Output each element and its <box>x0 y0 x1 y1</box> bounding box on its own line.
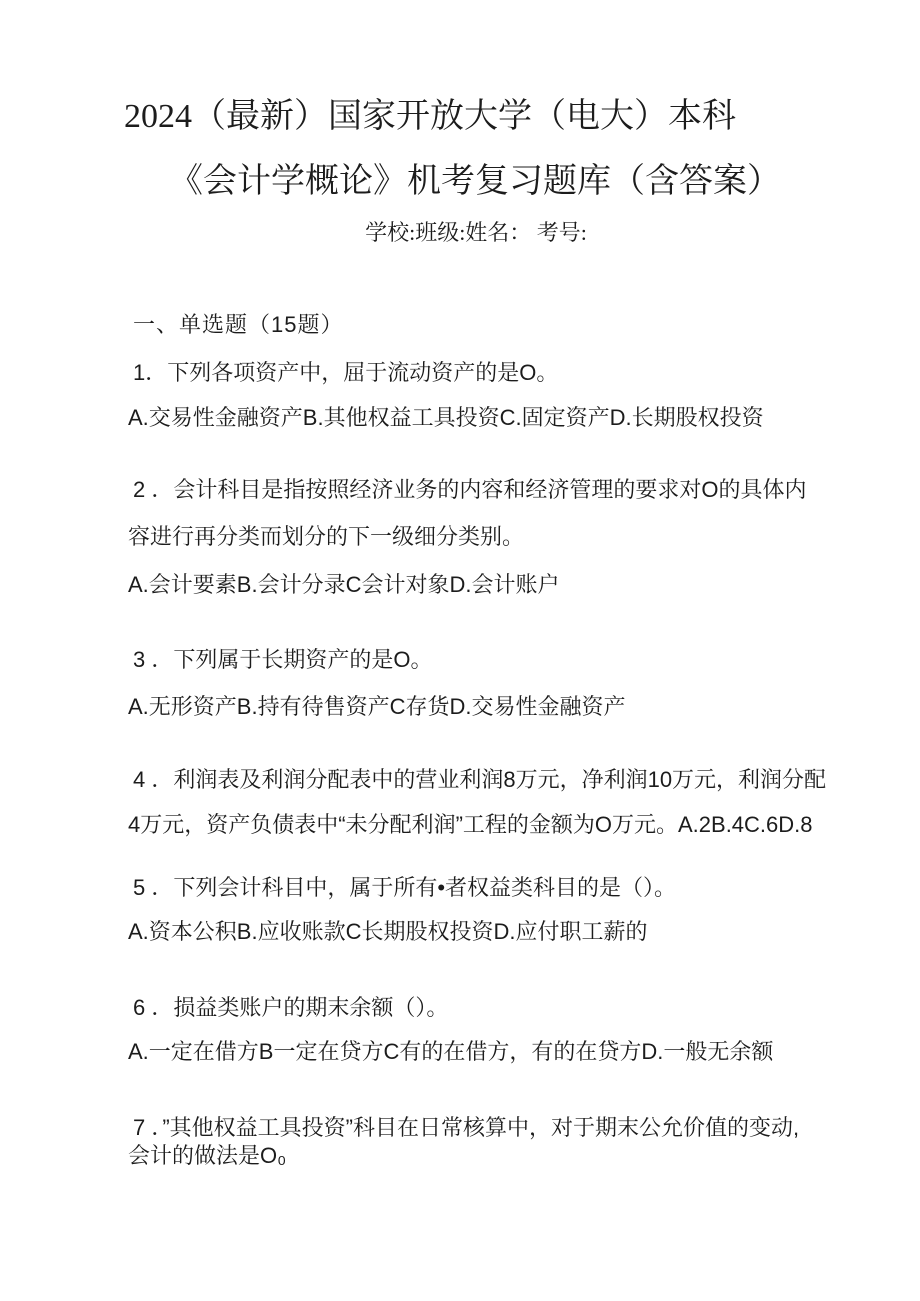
question-4-line-1: 4 ．利润表及利润分配表中的营业利润8万元，净利润10万元，利润分配 <box>133 767 827 792</box>
question-7-line-1: 7 ．”其他权益工具投资”科目在日常核算中，对于期末公允价值的变动, <box>133 1115 800 1140</box>
question-6-text: 6 ．损益类账户的期末余额（）。 <box>133 995 449 1020</box>
question-5-text: 5 ．下列会计科目中，属于所有•者权益类科目的是（）。 <box>133 875 677 900</box>
question-3-text: 3 ．下列属于长期资产的是O。 <box>133 647 433 672</box>
doc-title-line-1: 2024（最新）国家开放大学（电大）本科 <box>124 98 736 135</box>
question-2-options: A.会计要素B.会计分录C会计对象D.会计账户 <box>128 572 560 597</box>
question-3-options: A.无形资产B.持有待售资产C存货D.交易性金融资产 <box>128 694 626 719</box>
question-2-line-2: 容进行再分类而划分的下一级细分类别。 <box>128 524 525 549</box>
student-info-line: 学校:班级:姓名： 考号: <box>365 220 587 245</box>
question-5-options: A.资本公积B.应收账款C长期股权投资D.应付职工薪的 <box>128 919 648 944</box>
question-1-options: A.交易性金融资产B.其他权益工具投资C.固定资产D.长期股权投资 <box>128 405 764 430</box>
section-heading: 一、单选题（15题） <box>133 312 344 337</box>
question-1-text: 1．下列各项资产中，屈于流动资产的是O。 <box>133 360 559 385</box>
doc-title-line-2: 《会计学概论》机考复习题库（含答案） <box>169 163 781 200</box>
question-2-line-1: 2 ．会计科目是指按照经济业务的内容和经济管理的要求对O的具体内 <box>133 477 807 502</box>
question-6-options: A.一定在借方B一定在贷方C有的在借方，有的在贷方D.一般无余额 <box>128 1039 774 1064</box>
question-7-line-2: 会计的做法是O₀ <box>128 1143 287 1168</box>
question-4-line-2: 4万元，资产负债表中“未分配利润”工程的金额为O万元。A.2B.4C.6D.8 <box>128 812 813 837</box>
